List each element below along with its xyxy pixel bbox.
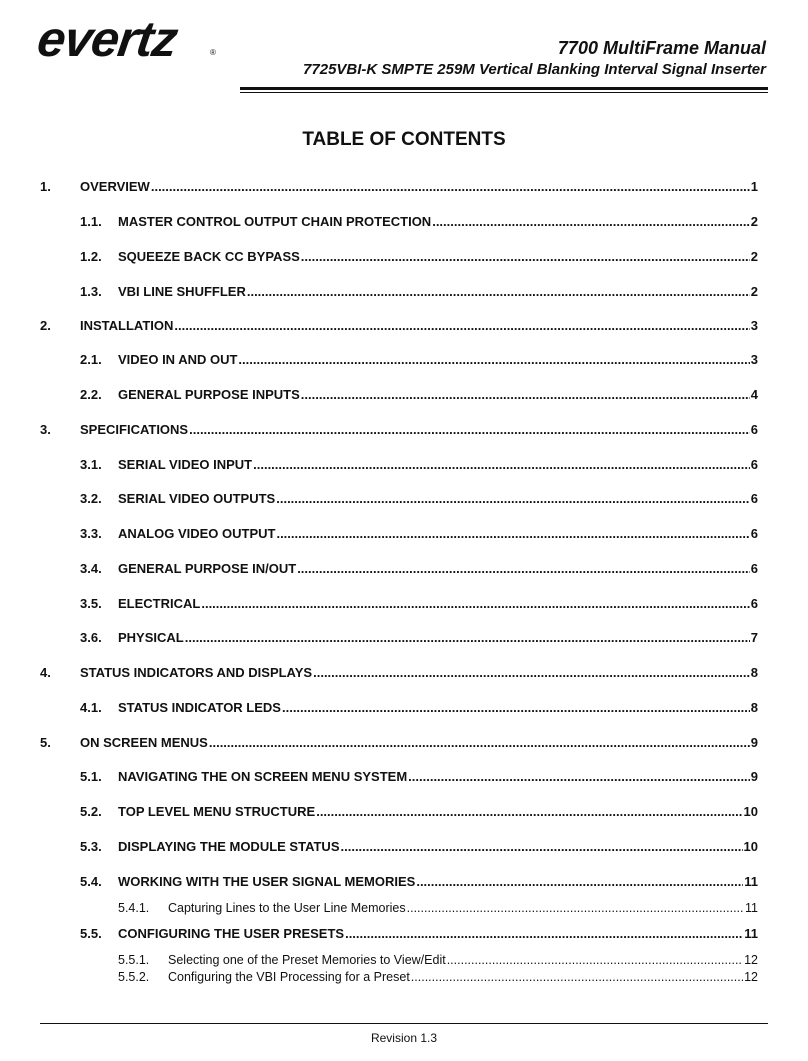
toc-entry-page: 6 — [750, 422, 758, 437]
toc-entry-page: 8 — [750, 700, 758, 715]
toc-entry-title: SERIAL VIDEO OUTPUTS — [118, 491, 276, 506]
toc-leader — [297, 561, 750, 577]
toc-entry-title: MASTER CONTROL OUTPUT CHAIN PROTECTION — [118, 214, 432, 229]
toc-entry-title: TOP LEVEL MENU STRUCTURE — [118, 804, 316, 819]
toc-entry-number: 3.4. — [80, 561, 102, 576]
toc-entry-page: 12 — [744, 970, 758, 984]
toc-entry-title: ANALOG VIDEO OUTPUT — [118, 526, 276, 541]
toc-entry-title: VIDEO IN AND OUT — [118, 352, 238, 367]
toc-entry-page: 7 — [750, 630, 758, 645]
toc-entry-title: Configuring the VBI Processing for a Preset — [168, 970, 410, 984]
toc-entry-title: GENERAL PURPOSE IN/OUT — [118, 561, 297, 576]
toc-entry-page: 6 — [750, 561, 758, 576]
toc-entry-page: 9 — [750, 735, 758, 750]
toc-leader — [301, 387, 750, 403]
toc-entry-title: ON SCREEN MENUS — [80, 735, 208, 750]
toc-entry-number: 5.5. — [80, 926, 102, 941]
toc-entry-title: NAVIGATING THE ON SCREEN MENU SYSTEM — [118, 769, 408, 784]
toc-entry-number: 5.4.1. — [118, 901, 150, 915]
toc-leader — [407, 900, 744, 916]
toc-entry-title: Capturing Lines to the User Line Memories — [168, 901, 406, 915]
revision-footer: Revision 1.3 — [370, 1031, 438, 1045]
toc-leader — [201, 596, 749, 612]
toc-entry-title: STATUS INDICATOR LEDS — [118, 700, 281, 715]
toc-entry-title: SQUEEZE BACK CC BYPASS — [118, 249, 300, 264]
toc-entry-page: 10 — [743, 804, 758, 819]
toc-leader — [276, 491, 750, 507]
toc-leader — [185, 630, 750, 646]
toc-heading: TABLE OF CONTENTS — [302, 129, 506, 150]
toc-entry-title: INSTALLATION — [80, 318, 174, 333]
toc-entry-number: 3.2. — [80, 491, 102, 506]
toc-entry-number: 5.3. — [80, 839, 102, 854]
toc-entry-title: PHYSICAL — [118, 630, 184, 645]
evertz-logo: evertz — [34, 11, 181, 67]
toc-entry-number: 5.5.1. — [118, 953, 150, 967]
toc-entry-number: 1.1. — [80, 214, 102, 229]
toc-entry-number: 3.1. — [80, 457, 102, 472]
toc-entry-title: ELECTRICAL — [118, 596, 201, 611]
registered-mark: ® — [210, 48, 216, 57]
toc-leader — [341, 839, 743, 855]
toc-leader — [174, 318, 749, 334]
manual-subtitle: 7725VBI-K SMPTE 259M Vertical Blanking Interval Signal Inserter — [303, 61, 766, 78]
toc-leader — [151, 179, 750, 195]
toc-entry-title: GENERAL PURPOSE INPUTS — [118, 387, 300, 402]
toc-leader — [209, 735, 750, 751]
toc-leader — [345, 926, 743, 942]
toc-entry-number: 4. — [40, 665, 51, 680]
toc-leader — [432, 214, 750, 230]
toc-entry-title: VBI LINE SHUFFLER — [118, 284, 246, 299]
toc-leader — [238, 352, 749, 368]
toc-entry-page: 11 — [744, 874, 758, 889]
toc-entry-page: 11 — [744, 926, 758, 941]
header-rule — [240, 87, 768, 90]
toc-entry-title: STATUS INDICATORS AND DISPLAYS — [80, 665, 313, 680]
toc-leader — [411, 969, 743, 985]
toc-leader — [316, 804, 742, 820]
toc-entry-page: 1 — [750, 179, 758, 194]
toc-entry-page: 8 — [750, 665, 758, 680]
toc-entry-page: 10 — [743, 839, 758, 854]
toc-leader — [189, 422, 750, 438]
toc-entry-number: 1.3. — [80, 284, 102, 299]
toc-entry-title: CONFIGURING THE USER PRESETS — [118, 926, 345, 941]
toc-entry-number: 5.5.2. — [118, 970, 150, 984]
toc-entry-number: 3.6. — [80, 630, 102, 645]
toc-entry-page: 6 — [750, 491, 758, 506]
toc-entry-number: 4.1. — [80, 700, 102, 715]
toc-entry-title: SPECIFICATIONS — [80, 422, 189, 437]
toc-entry-number: 5.4. — [80, 874, 102, 889]
toc-entry-page: 3 — [750, 318, 758, 333]
toc-entry-title: Selecting one of the Preset Memories to View/Edit — [168, 953, 446, 967]
toc-entry-page: 11 — [745, 901, 758, 915]
toc-entry-title: WORKING WITH THE USER SIGNAL MEMORIES — [118, 874, 416, 889]
toc-entry-page: 6 — [750, 457, 758, 472]
manual-title: 7700 MultiFrame Manual — [557, 38, 766, 58]
toc-leader — [408, 769, 750, 785]
toc-entry-page: 3 — [750, 352, 758, 367]
toc-leader — [247, 284, 750, 300]
toc-entry-page: 4 — [750, 387, 758, 402]
toc-entry-page: 6 — [750, 596, 758, 611]
toc-entry-title: DISPLAYING THE MODULE STATUS — [118, 839, 340, 854]
toc-entry-number: 2. — [40, 318, 51, 333]
toc-entry-page: 2 — [750, 249, 758, 264]
toc-entry-title: OVERVIEW — [80, 179, 150, 194]
toc-entry-number: 1.2. — [80, 249, 102, 264]
footer-rule — [40, 1023, 768, 1024]
toc-entry-page: 6 — [750, 526, 758, 541]
toc-leader — [276, 526, 749, 542]
toc-entry-title: SERIAL VIDEO INPUT — [118, 457, 253, 472]
header-rule-thin — [240, 92, 768, 93]
toc-leader — [282, 700, 750, 716]
toc-entry-number: 2.1. — [80, 352, 102, 367]
toc-leader — [301, 249, 750, 265]
toc-entry-page: 9 — [750, 769, 758, 784]
toc-entry-page: 2 — [750, 284, 758, 299]
toc-entry-page: 2 — [750, 214, 758, 229]
toc-leader — [416, 874, 743, 890]
toc-entry-number: 3.3. — [80, 526, 102, 541]
toc-entry-number: 2.2. — [80, 387, 102, 402]
toc-entry-number: 5. — [40, 735, 51, 750]
toc-entry-number: 1. — [40, 179, 51, 194]
toc-leader — [253, 457, 750, 473]
toc-entry-number: 3.5. — [80, 596, 102, 611]
toc-entry-number: 5.1. — [80, 769, 102, 784]
toc-leader — [447, 952, 743, 968]
toc-leader — [313, 665, 750, 681]
toc-entry-number: 3. — [40, 422, 51, 437]
toc-entry-number: 5.2. — [80, 804, 102, 819]
toc-entry-page: 12 — [744, 953, 758, 967]
